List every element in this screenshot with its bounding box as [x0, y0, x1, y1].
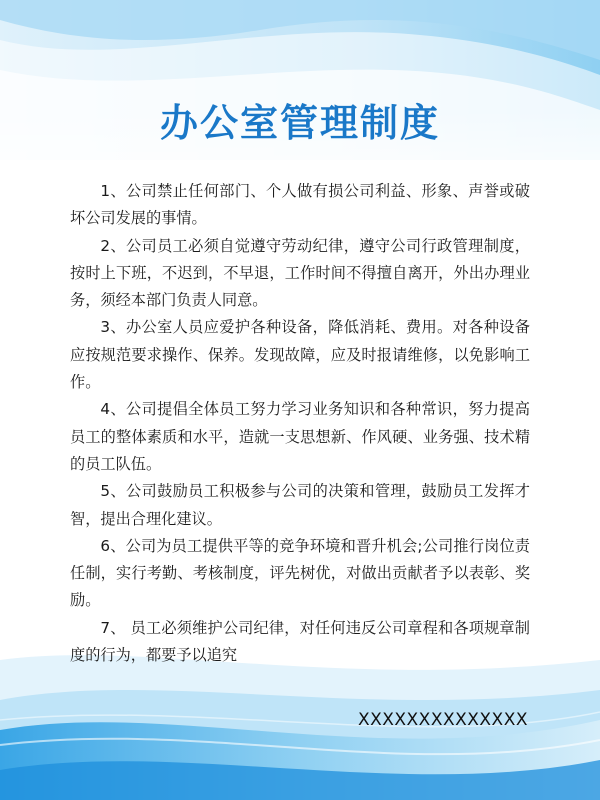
- page-title: 办公室管理制度: [159, 101, 440, 145]
- rule-item: 4、公司提倡全体员工努力学习业务知识和各种常识，努力提高员工的整体素质和水平，造就一支思想新、作风硬、业务强、技术精的员工队伍。: [70, 400, 530, 473]
- rule-item: 1、公司禁止任何部门、个人做有损公司利益、形象、声誉或破坏公司发展的事情。: [70, 182, 530, 228]
- rule-item: 6、公司为员工提供平等的竞争环境和晋升机会;公司推行岗位责任制，实行考勤、考核制度，评先树优，对做出贡献者予以表彰、奖励。: [70, 536, 530, 610]
- rule-item: 3、办公室人员应爱护各种设备，降低消耗、费用。对各种设备应按规范要求操作、保养。发现故障，应及时报请维修，以免影响工作。: [70, 318, 530, 392]
- rule-item: 7、 员工必须维护公司纪律，对任何违反公司章程和各项规章制度的行为，都要予以追究: [70, 618, 530, 665]
- company-name-placeholder: XXXXXXXXXXXXXX: [357, 710, 528, 730]
- rule-item: 5、公司鼓励员工积极参与公司的决策和管理，鼓励员工发挥才智，提出合理化建议。: [70, 482, 530, 528]
- rules-list: [70, 178, 530, 669]
- rule-item: 2、公司员工必须自觉遵守劳动纪律，遵守公司行政管理制度，按时上下班，不迟到，不早退，工作时间不得擅自离开，外出办理业务，须经本部门负责人同意。: [70, 236, 530, 310]
